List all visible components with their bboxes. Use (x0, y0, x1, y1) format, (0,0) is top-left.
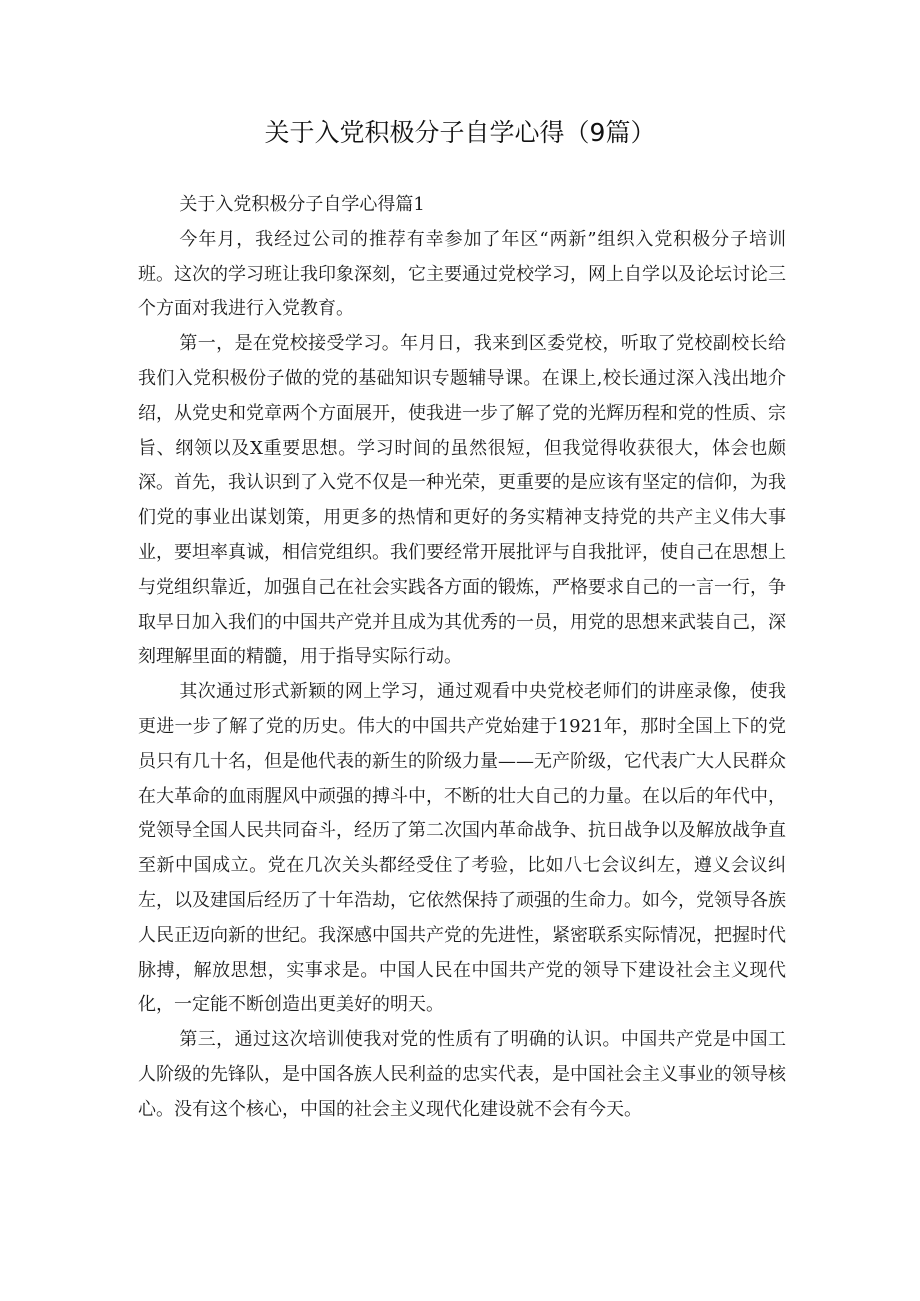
document-title: 关于入党积极分子自学心得（9篇） (264, 118, 656, 147)
paragraph-1: 今年月，我经过公司的推荐有幸参加了年区“两新”组织入党积极分子培训班。这次的学习班让我印象深刻，它主要通过党校学习，网上自学以及论坛讨论三个方面对我进行入党教育。 (138, 228, 786, 320)
section-heading: 关于入党积极分子自学心得篇1 (179, 194, 425, 215)
paragraph-3: 其次通过形式新颖的网上学习，通过观看中央党校老师们的讲座录像，使我更进一步了解了党的历史。伟大的中国共产党始建于1921年，那时全国上下的党员只有几十名，但是他代表的新生的阶级力量——无产阶级，它代表广大人民群众在大革命的血雨腥风中顽强的搏斗中，不断的壮大自己的力量。在以后的年代中，党领导全国人民共同奋斗，经历了第二次国内革命战争、抗日战争以及解放战争直至新中国成立。党在几次关头都经受住了考验，比如八七会议纠左，遵义会议纠左，以及建国后经历了十年浩劫，它依然保持了顽强的生命力。如今，党领导各族人民正迈向新的世纪。我深感中国共产党的先进性，紧密联系实际情况，把握时代脉搏，解放思想，实事求是。中国人民在中国共产党的领导下建设社会主义现代化，一定能不断创造出更美好的明天。 (138, 681, 786, 1016)
document-body (138, 188, 786, 1128)
paragraph-2: 第一，是在党校接受学习。年月日，我来到区委党校，听取了党校副校长给我们入党积极份子做的党的基础知识专题辅导课。在课上,校长通过深入浅出地介绍，从党史和党章两个方面展开，使我进一步了解了党的光辉历程和党的性质、宗旨、纲领以及X重要思想。学习时间的虽然很短，但我觉得收获很大，体会也颇深。首先，我认识到了入党不仅是一种光荣，更重要的是应该有坚定的信仰，为我们党的事业出谋划策，用更多的热情和更好的务实精神支持党的共产主义伟大事业，要坦率真诚，相信党组织。我们要经常开展批评与自我批评，使自己在思想上与党组织靠近，加强自己在社会实践各方面的锻炼，严格要求自己的一言一行，争取早日加入我们的中国共产党并且成为其优秀的一员，用党的思想来武装自己，深刻理解里面的精髓，用于指导实际行动。 (138, 333, 786, 668)
paragraph-4: 第三，通过这次培训使我对党的性质有了明确的认识。中国共产党是中国工人阶级的先锋队，是中国各族人民利益的忠实代表，是中国社会主义事业的领导核心。没有这个核心，中国的社会主义现代化建设就不会有今天。 (138, 1029, 786, 1120)
